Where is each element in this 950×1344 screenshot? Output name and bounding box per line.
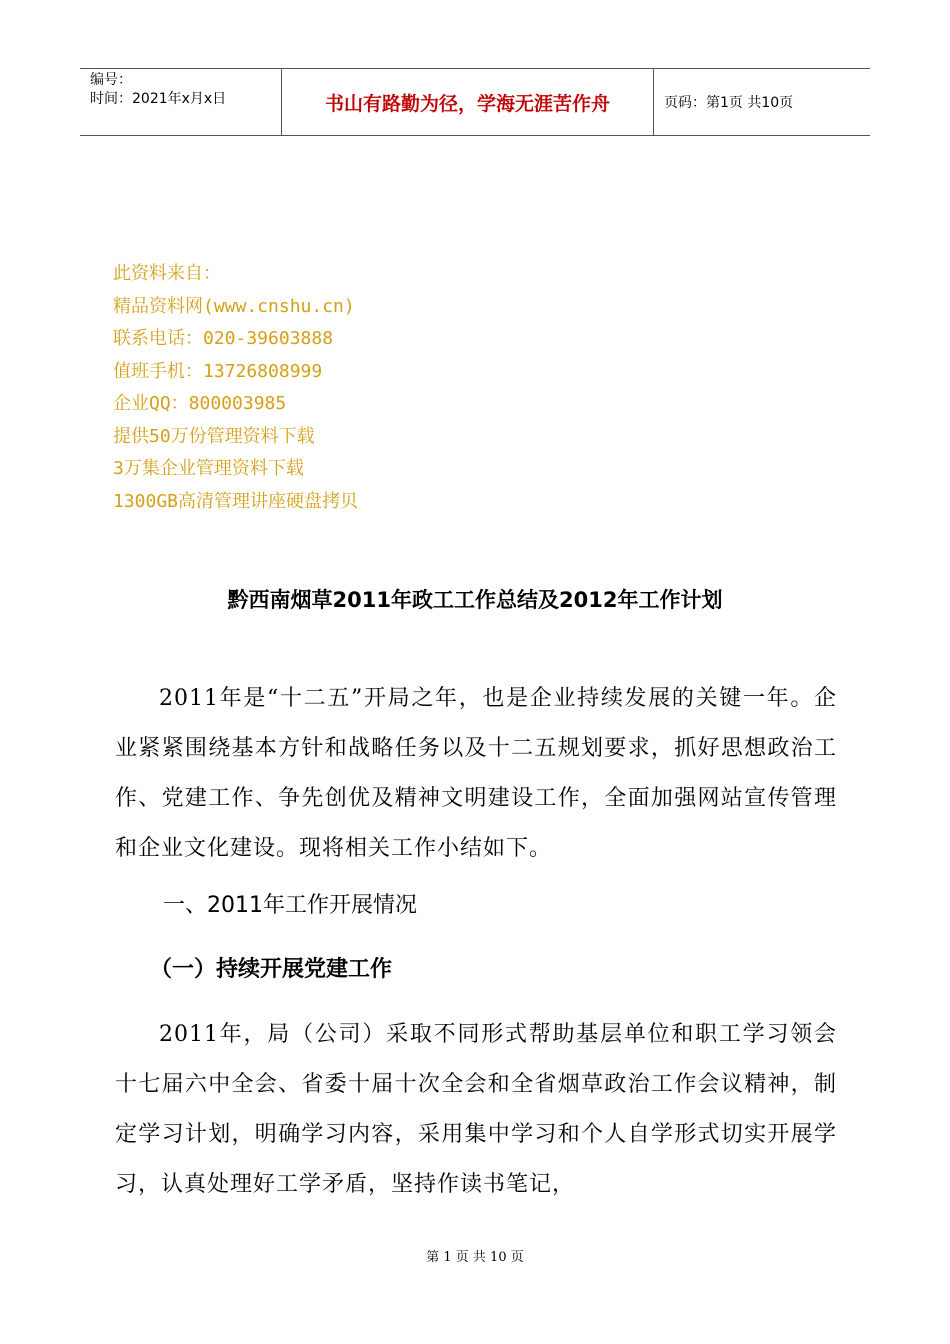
document-title: 黔西南烟草2011年政工工作总结及2012年工作计划 xyxy=(227,588,723,612)
source-line: 企业QQ：800003985 xyxy=(113,393,287,414)
time-label: 时间：2021年x月x日 xyxy=(90,91,227,107)
source-line: 精品资料网(www.cnshu.cn) xyxy=(113,295,355,317)
page-footer: 第 1 页 共 10 页 xyxy=(426,1250,524,1265)
subsection-heading: （一）持续开展党建工作 xyxy=(150,957,393,982)
source-line: 此资料来自： xyxy=(113,263,221,284)
number-label: 编号： xyxy=(90,72,132,88)
source-line: 提供50万份管理资料下载 xyxy=(113,425,315,447)
source-line: 3万集企业管理资料下载 xyxy=(113,458,304,479)
source-line: 联系电话：020-39603888 xyxy=(113,328,334,349)
header-meta xyxy=(80,69,282,135)
source-info-block xyxy=(113,258,358,518)
page-header xyxy=(80,68,870,136)
source-line: 值班手机：13726808999 xyxy=(113,360,323,382)
source-line: 1300GB高清管理讲座硬盘拷贝 xyxy=(113,490,359,512)
header-motto: 书山有路勤为径，学海无涯苦作舟 xyxy=(282,69,654,135)
subsection-paragraph: 2011年，局（公司）采取不同形式帮助基层单位和职工学习领会十七届六中全会、省委十届十次全会和全省烟草政治工作会议精神，制定学习计划，明确学习内容，采用集中学习和个人自学形式切实开展学习，认真处理好工学矛盾，坚持作读书笔记， xyxy=(115,1022,837,1197)
intro-paragraph: 2011年是“十二五”开局之年，也是企业持续发展的关键一年。企业紧紧围绕基本方针和战略任务以及十二五规划要求，抓好思想政治工作、党建工作、争先创优及精神文明建设工作，全面加强网站宣传管理和企业文化建设。现将相关工作小结如下。 xyxy=(115,686,837,861)
header-page-info: 页码：第1页 共10页 xyxy=(664,95,794,111)
section-heading: 一、2011年工作开展情况 xyxy=(163,893,417,918)
